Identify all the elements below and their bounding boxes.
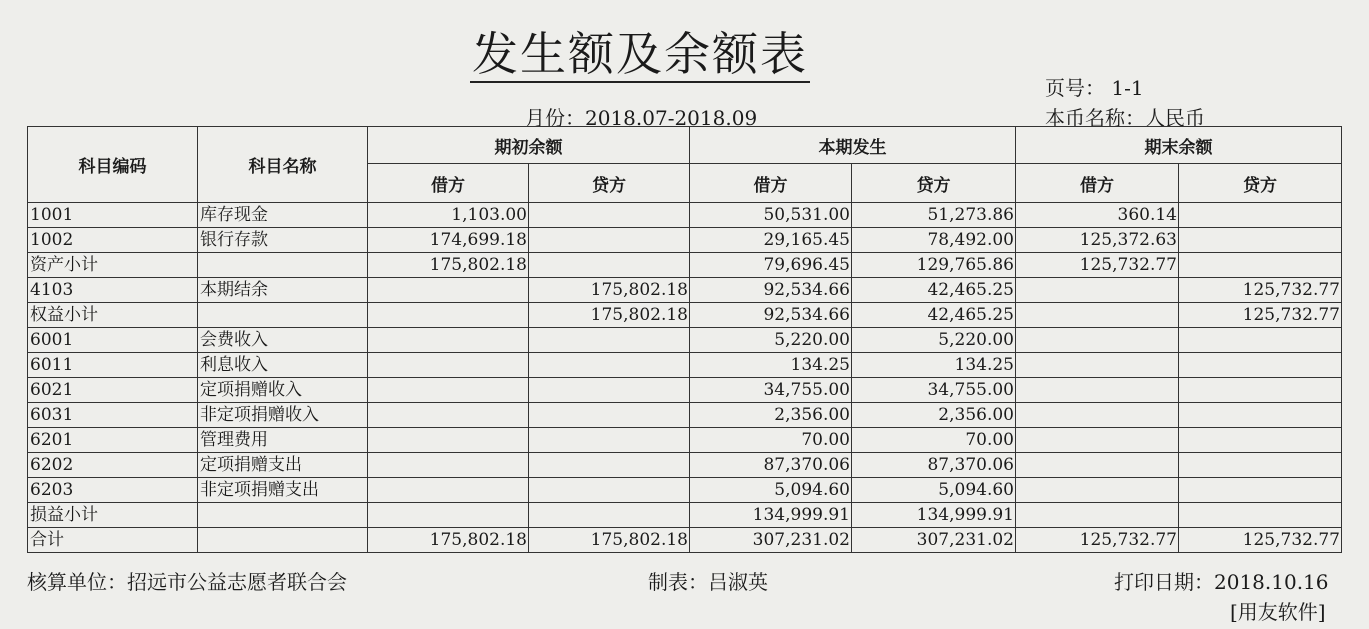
cell-opening-credit: 175,802.18 <box>529 278 690 303</box>
cell-code: 资产小计 <box>28 253 198 278</box>
cell-opening-credit <box>529 328 690 353</box>
cell-closing-credit <box>1179 503 1342 528</box>
cell-opening-debit: 175,802.18 <box>368 253 529 278</box>
cell-closing-debit <box>1016 353 1179 378</box>
cell-closing-debit <box>1016 428 1179 453</box>
cell-closing-credit <box>1179 353 1342 378</box>
cell-opening-debit: 1,103.00 <box>368 203 529 228</box>
cell-closing-credit <box>1179 203 1342 228</box>
cell-current-debit: 29,165.45 <box>690 228 852 253</box>
header-credit: 贷方 <box>852 164 1016 203</box>
cell-name: 非定项捐赠支出 <box>198 478 368 503</box>
cell-name: 定项捐赠收入 <box>198 378 368 403</box>
cell-opening-credit: 175,802.18 <box>529 528 690 553</box>
cell-current-debit: 34,755.00 <box>690 378 852 403</box>
table-row <box>28 278 1342 303</box>
cell-opening-debit <box>368 303 529 328</box>
cell-opening-debit <box>368 378 529 403</box>
table-row <box>28 503 1342 528</box>
cell-opening-credit <box>529 253 690 278</box>
cell-code: 6203 <box>28 478 198 503</box>
table-row <box>28 353 1342 378</box>
cell-closing-credit <box>1179 453 1342 478</box>
cell-opening-debit <box>368 453 529 478</box>
cell-opening-credit <box>529 428 690 453</box>
cell-current-debit: 87,370.06 <box>690 453 852 478</box>
cell-closing-credit <box>1179 228 1342 253</box>
software-label: [用友软件] <box>1230 600 1326 624</box>
cell-closing-credit <box>1179 253 1342 278</box>
cell-code: 1002 <box>28 228 198 253</box>
cell-current-debit: 79,696.45 <box>690 253 852 278</box>
cell-code: 1001 <box>28 203 198 228</box>
cell-closing-credit: 125,732.77 <box>1179 303 1342 328</box>
table-row <box>28 328 1342 353</box>
prepared-by: 制表：吕淑英 <box>648 570 768 594</box>
cell-name: 管理费用 <box>198 428 368 453</box>
cell-name: 会费收入 <box>198 328 368 353</box>
cell-current-credit: 307,231.02 <box>852 528 1016 553</box>
cell-opening-credit <box>529 353 690 378</box>
page-number: 页号： 1-1 <box>1045 76 1144 100</box>
cell-current-debit: 50,531.00 <box>690 203 852 228</box>
cell-current-credit: 5,220.00 <box>852 328 1016 353</box>
cell-current-debit: 5,220.00 <box>690 328 852 353</box>
cell-closing-debit <box>1016 503 1179 528</box>
cell-closing-credit <box>1179 403 1342 428</box>
cell-current-credit: 42,465.25 <box>852 303 1016 328</box>
cell-closing-credit <box>1179 478 1342 503</box>
cell-code: 6201 <box>28 428 198 453</box>
header-closing: 期末余额 <box>1016 127 1342 164</box>
cell-current-debit: 134,999.91 <box>690 503 852 528</box>
cell-closing-credit <box>1179 428 1342 453</box>
cell-current-credit: 51,273.86 <box>852 203 1016 228</box>
cell-current-credit: 134.25 <box>852 353 1016 378</box>
cell-closing-debit <box>1016 478 1179 503</box>
header-debit: 借方 <box>690 164 852 203</box>
table-row <box>28 253 1342 278</box>
table-row-total <box>28 528 1342 553</box>
currency-name: 本币名称：人民币 <box>1045 106 1205 130</box>
cell-closing-credit: 125,732.77 <box>1179 528 1342 553</box>
ledger-table <box>27 126 1342 553</box>
header-debit: 借方 <box>1016 164 1179 203</box>
cell-code: 损益小计 <box>28 503 198 528</box>
cell-closing-debit: 125,732.77 <box>1016 528 1179 553</box>
cell-opening-debit <box>368 478 529 503</box>
cell-current-debit: 2,356.00 <box>690 403 852 428</box>
cell-closing-debit <box>1016 453 1179 478</box>
cell-name: 本期结余 <box>198 278 368 303</box>
print-date: 打印日期：2018.10.16 <box>1114 570 1329 594</box>
header-row-1 <box>28 127 1342 164</box>
cell-code: 6011 <box>28 353 198 378</box>
cell-current-credit: 87,370.06 <box>852 453 1016 478</box>
cell-opening-debit <box>368 278 529 303</box>
cell-current-debit: 134.25 <box>690 353 852 378</box>
cell-current-credit: 70.00 <box>852 428 1016 453</box>
cell-current-credit: 78,492.00 <box>852 228 1016 253</box>
cell-opening-credit <box>529 503 690 528</box>
header-debit: 借方 <box>368 164 529 203</box>
header-current: 本期发生 <box>690 127 1016 164</box>
cell-opening-credit <box>529 453 690 478</box>
cell-current-credit: 129,765.86 <box>852 253 1016 278</box>
accounting-unit: 核算单位：招远市公益志愿者联合会 <box>27 570 347 594</box>
cell-name: 非定项捐赠收入 <box>198 403 368 428</box>
cell-closing-credit <box>1179 328 1342 353</box>
cell-name: 银行存款 <box>198 228 368 253</box>
cell-name: 库存现金 <box>198 203 368 228</box>
cell-name <box>198 253 368 278</box>
cell-closing-credit <box>1179 378 1342 403</box>
table-row <box>28 478 1342 503</box>
cell-name <box>198 528 368 553</box>
cell-closing-debit <box>1016 403 1179 428</box>
cell-code: 6001 <box>28 328 198 353</box>
cell-name: 定项捐赠支出 <box>198 453 368 478</box>
cell-current-credit: 5,094.60 <box>852 478 1016 503</box>
table-row <box>28 428 1342 453</box>
header-opening: 期初余额 <box>368 127 690 164</box>
cell-closing-credit: 125,732.77 <box>1179 278 1342 303</box>
cell-closing-debit: 360.14 <box>1016 203 1179 228</box>
cell-opening-credit <box>529 478 690 503</box>
cell-closing-debit <box>1016 328 1179 353</box>
report-title-text: 发生额及余额表 <box>472 27 808 81</box>
cell-current-debit: 70.00 <box>690 428 852 453</box>
cell-name <box>198 303 368 328</box>
table-row <box>28 378 1342 403</box>
header-credit: 贷方 <box>529 164 690 203</box>
cell-opening-debit <box>368 428 529 453</box>
cell-opening-debit <box>368 353 529 378</box>
cell-opening-credit <box>529 203 690 228</box>
cell-closing-debit <box>1016 303 1179 328</box>
cell-current-credit: 34,755.00 <box>852 378 1016 403</box>
table-row <box>28 403 1342 428</box>
cell-code: 6202 <box>28 453 198 478</box>
table-row <box>28 453 1342 478</box>
table-row <box>28 228 1342 253</box>
cell-name: 利息收入 <box>198 353 368 378</box>
cell-code: 合计 <box>28 528 198 553</box>
cell-opening-credit <box>529 378 690 403</box>
header-credit: 贷方 <box>1179 164 1342 203</box>
cell-closing-debit: 125,732.77 <box>1016 253 1179 278</box>
cell-current-credit: 2,356.00 <box>852 403 1016 428</box>
cell-current-credit: 134,999.91 <box>852 503 1016 528</box>
table-row <box>28 203 1342 228</box>
report-month: 月份：2018.07-2018.09 <box>525 106 758 130</box>
cell-opening-credit <box>529 403 690 428</box>
cell-name <box>198 503 368 528</box>
cell-opening-debit <box>368 328 529 353</box>
cell-closing-debit <box>1016 278 1179 303</box>
cell-code: 6021 <box>28 378 198 403</box>
cell-code: 权益小计 <box>28 303 198 328</box>
ledger-body <box>28 203 1342 553</box>
cell-code: 6031 <box>28 403 198 428</box>
cell-code: 4103 <box>28 278 198 303</box>
cell-opening-debit <box>368 403 529 428</box>
cell-opening-debit <box>368 503 529 528</box>
cell-opening-credit <box>529 228 690 253</box>
cell-current-debit: 5,094.60 <box>690 478 852 503</box>
cell-current-debit: 307,231.02 <box>690 528 852 553</box>
cell-opening-credit: 175,802.18 <box>529 303 690 328</box>
cell-current-credit: 42,465.25 <box>852 278 1016 303</box>
cell-opening-debit: 174,699.18 <box>368 228 529 253</box>
cell-opening-debit: 175,802.18 <box>368 528 529 553</box>
header-code: 科目编码 <box>28 127 198 203</box>
cell-current-debit: 92,534.66 <box>690 303 852 328</box>
cell-current-debit: 92,534.66 <box>690 278 852 303</box>
header-name: 科目名称 <box>198 127 368 203</box>
cell-closing-debit: 125,372.63 <box>1016 228 1179 253</box>
table-row <box>28 303 1342 328</box>
cell-closing-debit <box>1016 378 1179 403</box>
